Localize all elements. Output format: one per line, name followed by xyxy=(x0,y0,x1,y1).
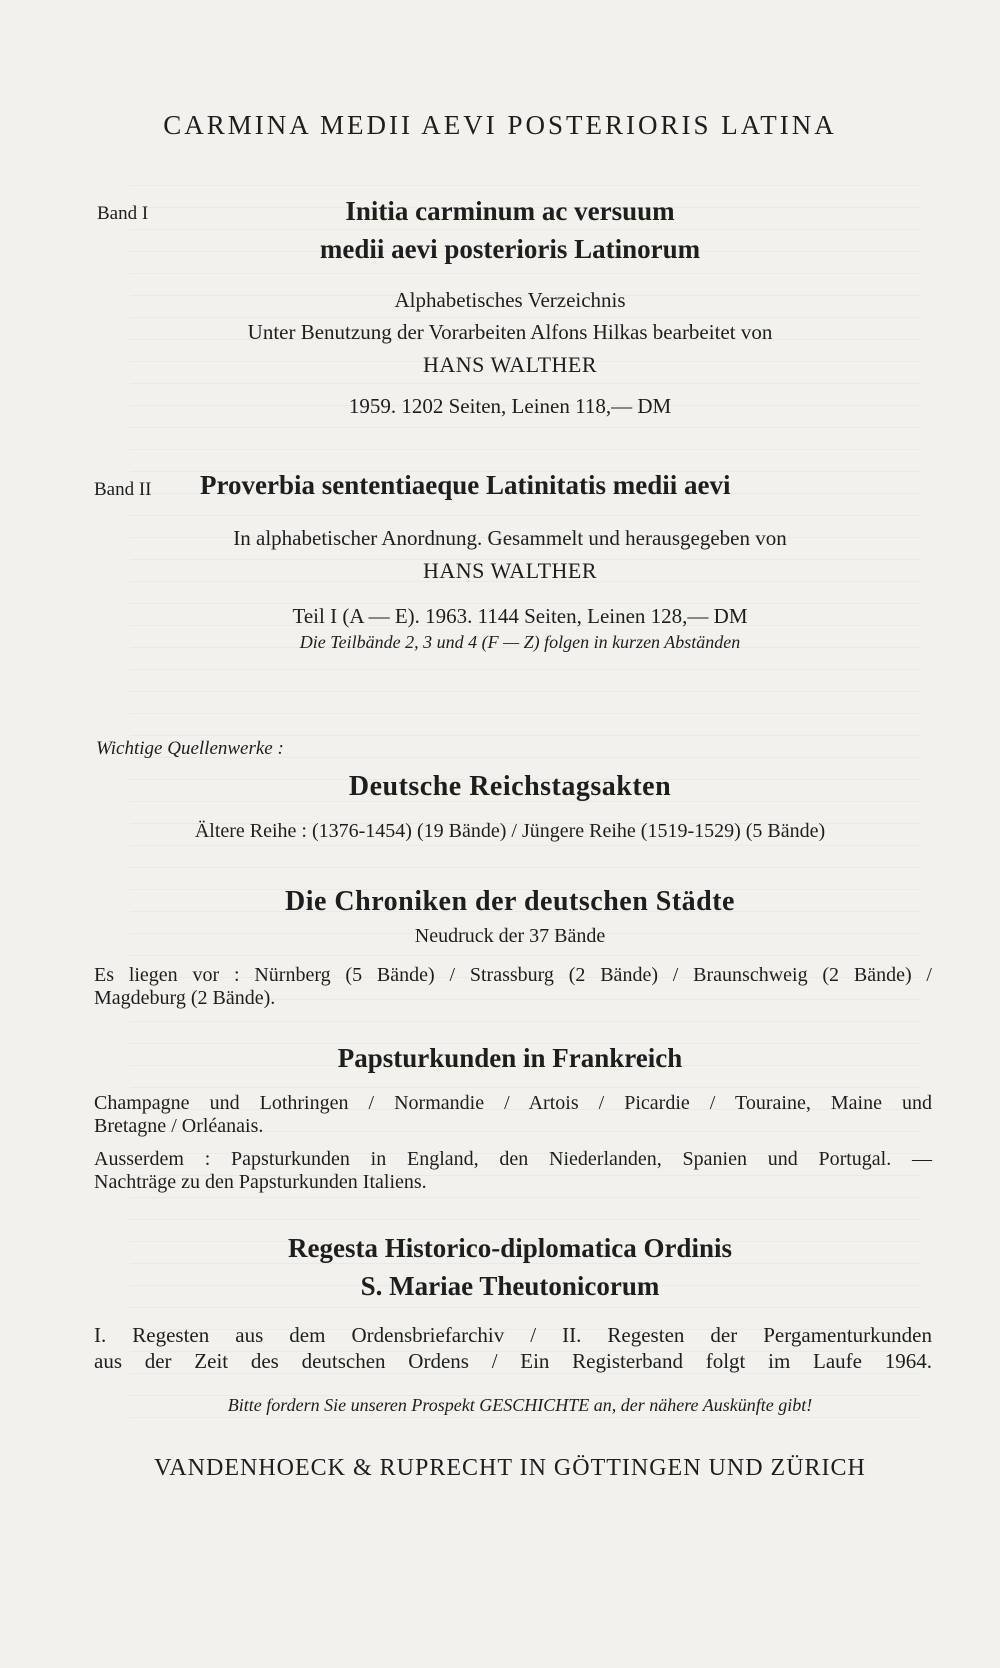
sources-label: Wichtige Quellenwerke : xyxy=(96,738,284,759)
band2-title: Proverbia sententiaeque Latinitatis medii aevi xyxy=(200,470,731,500)
band1-label: Band I xyxy=(97,203,149,224)
papsturkunden-title: Papsturkunden in Frankreich xyxy=(337,1043,683,1073)
regesta-title-line1: Regesta Historico-diplomatica Ordinis xyxy=(288,1233,732,1263)
chroniken-details-line2: Magdeburg (2 Bände). xyxy=(94,987,276,1009)
band1-author: HANS WALTHER xyxy=(422,352,598,377)
papsturkunden-line2: Bretagne / Orléanais. xyxy=(94,1115,264,1137)
reichstagsakten-title: Deutsche Reichstagsakten xyxy=(348,771,672,802)
band2-details: Teil I (A — E). 1963. 1144 Seiten, Leinen 128,— DM xyxy=(292,604,748,628)
publisher-footer: VANDENHOECK & RUPRECHT IN GÖTTINGEN UND ZÜRICH xyxy=(154,1455,866,1481)
band2-note: Die Teilbände 2, 3 und 4 (F — Z) folgen in kurzen Abständen xyxy=(299,632,741,652)
band2-label: Band II xyxy=(94,479,152,500)
band2-author: HANS WALTHER xyxy=(422,558,598,583)
band2-editor-note: In alphabetischer Anordnung. Gesammelt und herausgegeben von xyxy=(233,526,787,550)
reichstagsakten-details: Ältere Reihe : (1376-1454) (19 Bände) / Jüngere Reihe (1519-1529) (5 Bände) xyxy=(194,820,826,842)
band1-title-line2: medii aevi posterioris Latinorum xyxy=(319,234,701,264)
band1-editor-note: Unter Benutzung der Vorarbeiten Alfons Hilkas bearbeitet von xyxy=(247,320,773,344)
series-title: CARMINA MEDII AEVI POSTERIORIS LATINA xyxy=(163,110,837,140)
papsturkunden-line4: Nachträge zu den Papsturkunden Italiens. xyxy=(94,1171,427,1193)
chroniken-title: Die Chroniken der deutschen Städte xyxy=(284,886,735,917)
papsturkunden-line1: Champagne und Lothringen / Normandie / Artois / Picardie / Touraine, Maine und xyxy=(94,1092,932,1114)
chroniken-details-line1: Es liegen vor : Nürnberg (5 Bände) / Strassburg (2 Bände) / Braunschweig (2 Bände) / xyxy=(94,964,932,986)
regesta-line2: aus der Zeit des deutschen Ordens / Ein Registerband folgt im Laufe 1964. xyxy=(94,1349,932,1373)
regesta-note: Bitte fordern Sie unseren Prospekt GESCHICHTE an, der nähere Auskünfte gibt! xyxy=(227,1395,813,1415)
chroniken-subtitle: Neudruck der 37 Bände xyxy=(414,925,606,947)
band1-title-line1: Initia carminum ac versuum xyxy=(345,196,675,226)
papsturkunden-line3: Ausserdem : Papsturkunden in England, den Niederlanden, Spanien und Portugal. — xyxy=(94,1148,932,1170)
band1-details: 1959. 1202 Seiten, Leinen 118,— DM xyxy=(348,394,672,418)
band1-subtitle: Alphabetisches Verzeichnis xyxy=(394,288,626,312)
regesta-line1: I. Regesten aus dem Ordensbriefarchiv / II. Regesten der Pergamenturkunden xyxy=(94,1323,932,1347)
regesta-title-line2: S. Mariae Theutonicorum xyxy=(360,1271,660,1301)
